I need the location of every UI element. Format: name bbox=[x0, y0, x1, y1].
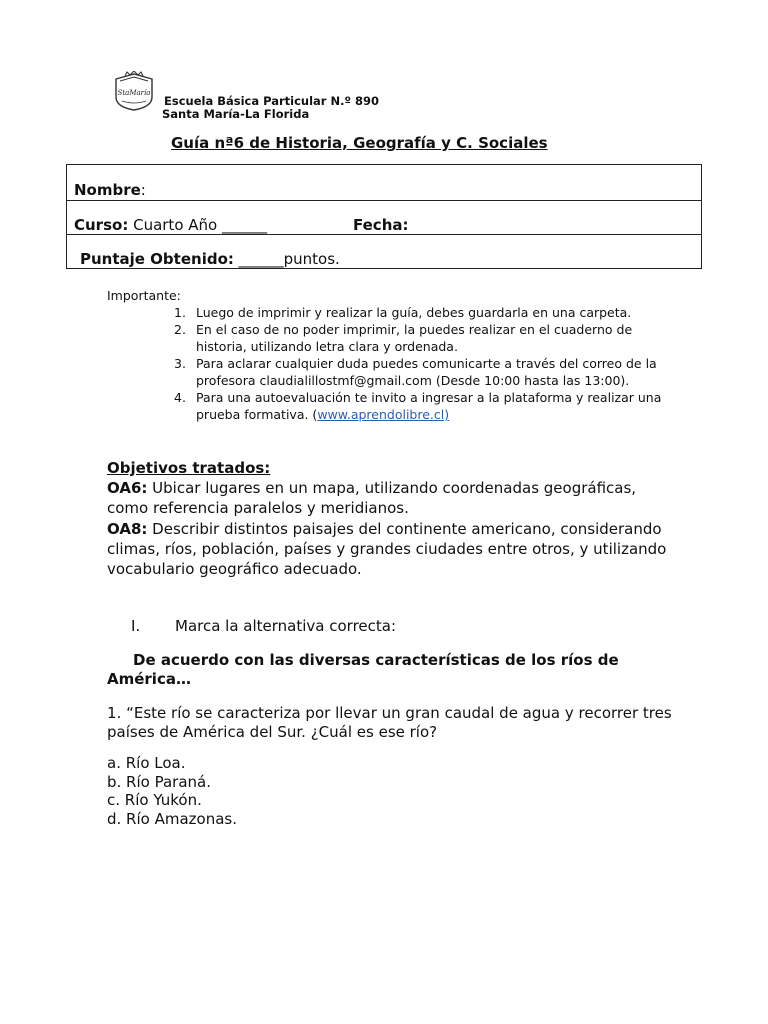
section-instruction: Marca la alternativa correcta: bbox=[175, 617, 397, 635]
logo-text: StaMaría bbox=[117, 89, 151, 97]
important-item: 4. Para una autoevaluación te invito a ingresar a la plataforma y realizar una prueba formativa. (www.aprendolibre.cl) bbox=[174, 390, 662, 422]
important-item: 3. Para aclarar cualquier duda puedes comunicarte a través del correo de la profesora claudialillostmf@gmail.com (Desde 10:00 hasta las 13:00). bbox=[174, 356, 657, 388]
school-header bbox=[164, 95, 379, 121]
guide-title: Guía nª6 de Historia, Geografía y C. Sociales bbox=[171, 134, 548, 152]
objectives-section bbox=[107, 458, 667, 579]
question-1: 1. “Este río se caracteriza por llevar un gran caudal de agua y recorrer tres países de América del Sur. ¿Cuál es ese río? bbox=[107, 704, 672, 741]
option-d[interactable]: d. Río Amazonas. bbox=[107, 809, 237, 828]
answer-options bbox=[107, 754, 237, 828]
important-label: Importante: bbox=[107, 288, 181, 303]
objectives-heading: Objetivos tratados: bbox=[107, 459, 271, 477]
name-label: Nombre bbox=[74, 181, 141, 199]
course-date-row[interactable] bbox=[67, 200, 701, 235]
score-label: Puntaje Obtenido: bbox=[80, 250, 234, 268]
school-location: Santa María-La Florida bbox=[162, 107, 310, 121]
lead-text: De acuerdo con las diversas características de los ríos de América… bbox=[107, 651, 619, 688]
course-label: Curso: bbox=[74, 216, 129, 234]
aprendolibre-link[interactable]: www.aprendolibre.cl) bbox=[317, 407, 450, 422]
section-number: I. bbox=[131, 617, 141, 635]
important-item: 2. En el caso de no poder imprimir, la puedes realizar en el cuaderno de historia, utilizando letra clara y ordenada. bbox=[174, 322, 633, 354]
objective-oa6: OA6: Ubicar lugares en un mapa, utilizando coordenadas geográficas, como referencia paralelos y meridianos. bbox=[107, 479, 637, 518]
name-colon: : bbox=[140, 181, 146, 199]
objective-oa8: OA8: Describir distintos paisajes del continente americano, considerando climas, ríos, población, países y grandes ciudades entre otros, y utilizando vocabulario geográfico adecuado. bbox=[107, 519, 667, 579]
student-info-box bbox=[66, 164, 702, 269]
score-row[interactable] bbox=[67, 234, 701, 269]
option-c[interactable]: c. Río Yukón. bbox=[107, 791, 202, 809]
option-a[interactable]: a. Río Loa. bbox=[107, 754, 186, 772]
option-b[interactable]: b. Río Paraná. bbox=[107, 772, 211, 791]
school-logo bbox=[112, 71, 156, 111]
important-item: 1. Luego de imprimir y realizar la guía, debes guardarla en una carpeta. bbox=[174, 305, 632, 320]
course-value: Cuarto Año ______ bbox=[128, 216, 267, 234]
important-list bbox=[174, 304, 674, 423]
date-label: Fecha: bbox=[353, 216, 409, 234]
name-row[interactable] bbox=[67, 165, 701, 201]
school-name: Escuela Básica Particular N.º 890 bbox=[164, 94, 379, 108]
score-value: ______puntos. bbox=[233, 250, 340, 268]
